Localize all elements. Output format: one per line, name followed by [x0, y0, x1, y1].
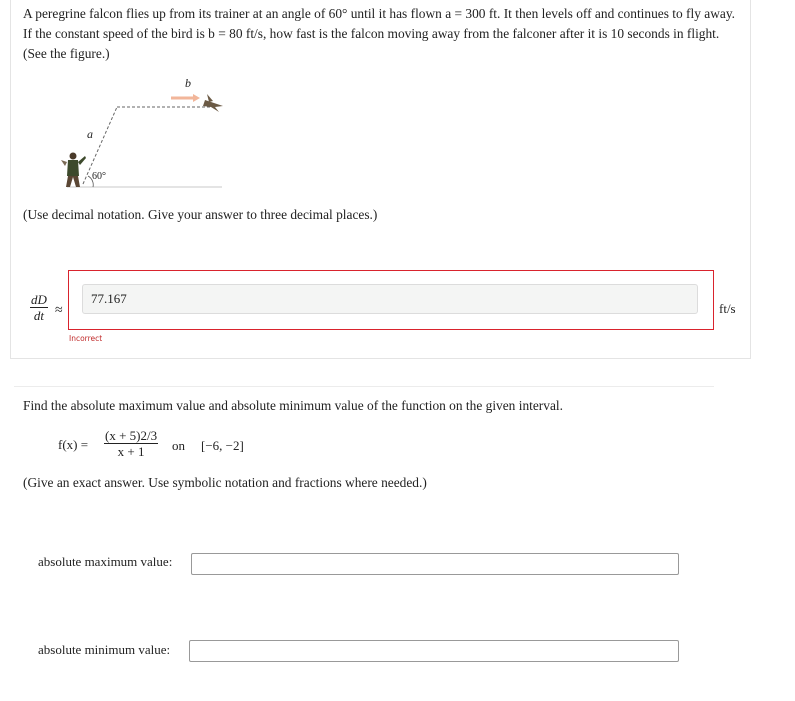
angle-label: 60° — [92, 171, 106, 182]
function-fraction — [104, 428, 158, 460]
derivative-denominator: dt — [33, 308, 44, 323]
approx-symbol: ≈ — [55, 303, 63, 318]
label-b: b — [185, 76, 191, 90]
derivative-fraction — [30, 292, 48, 323]
motion-arrow-head — [193, 94, 200, 102]
on-word: on — [172, 438, 185, 453]
function-lhs: f(x) = — [58, 437, 89, 452]
min-value-label: absolute minimum value: — [38, 642, 171, 657]
falcon-icon — [203, 94, 223, 112]
incorrect-feedback: Incorrect — [69, 334, 103, 343]
max-value-label: absolute maximum value: — [38, 554, 173, 569]
function-denominator: x + 1 — [117, 444, 145, 459]
rate-answer-input[interactable] — [82, 284, 698, 314]
rate-unit: ft/s — [719, 301, 736, 316]
falcon-figure — [55, 76, 235, 194]
function-interval: [−6, −2] — [201, 438, 244, 453]
min-value-input[interactable] — [189, 640, 679, 662]
function-numerator: (x + 5)2/3 — [105, 428, 158, 443]
problem-2-instruction: (Give an exact answer. Use symbolic notation and fractions where needed.) — [23, 475, 427, 490]
problem-2-text: Find the absolute maximum value and absolute minimum value of the function on the given interval. — [23, 398, 563, 413]
falconer-icon — [61, 153, 86, 188]
label-a: a — [87, 127, 93, 141]
section-divider — [14, 386, 714, 387]
problem-1-text: A peregrine falcon flies up from its trainer at an angle of 60° until it has flown a = 300 ft. It then levels off and continues to fly away. If the constant speed of the bird is b = 80 ft/s, how fast is the falcon moving away from the falconer after it is 10 seconds in flight. (See the figure.) — [23, 6, 735, 61]
problem-1-instruction: (Use decimal notation. Give your answer to three decimal places.) — [23, 207, 378, 222]
derivative-numerator: dD — [31, 292, 47, 307]
max-value-input[interactable] — [191, 553, 679, 575]
